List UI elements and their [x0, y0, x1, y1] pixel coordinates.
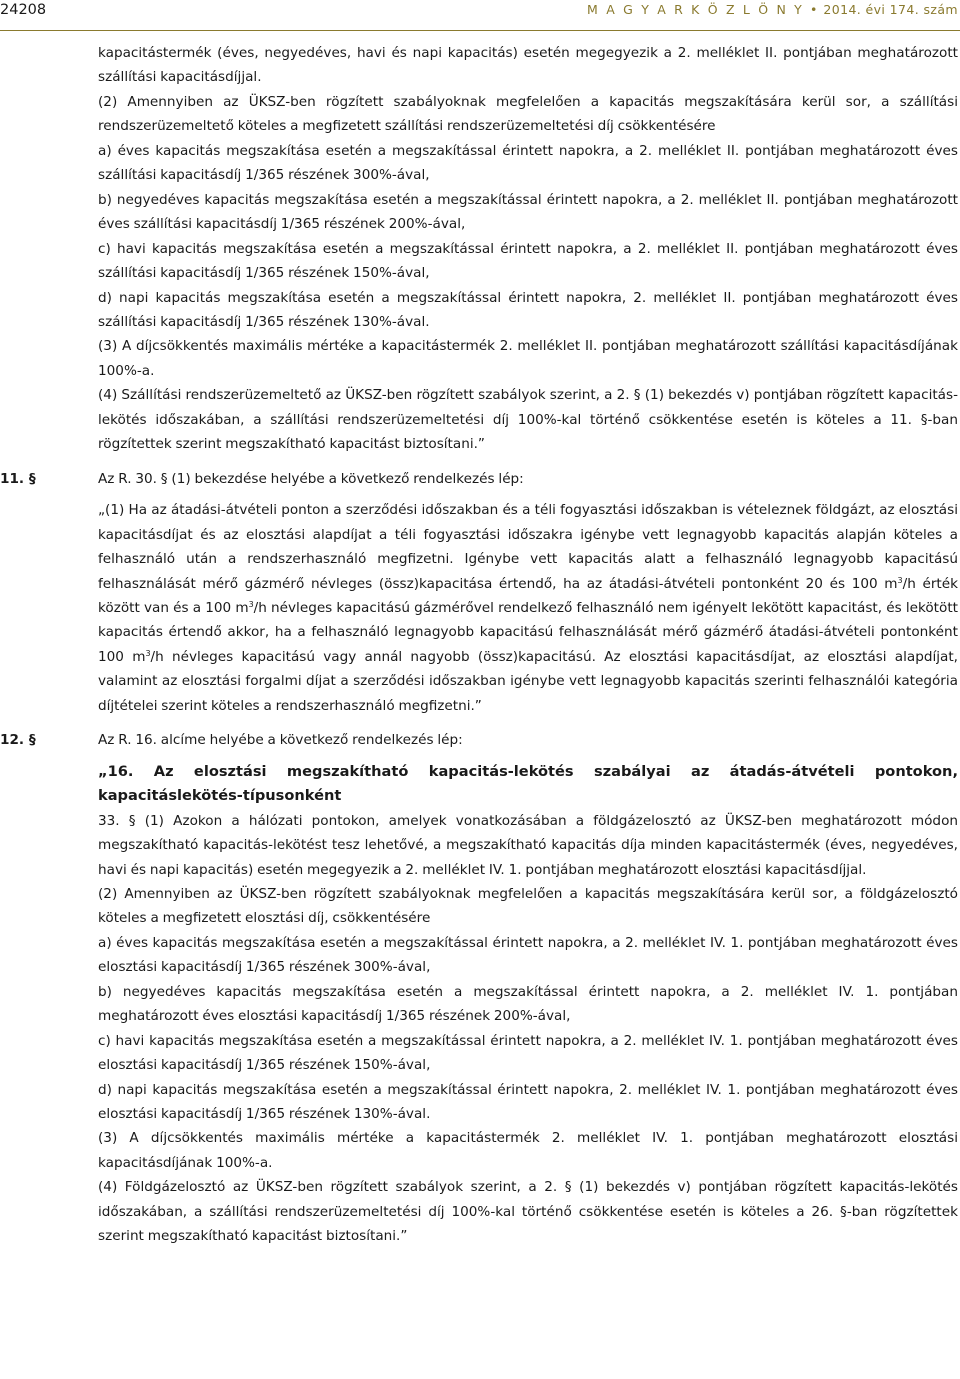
spacer	[98, 753, 958, 760]
spacer	[98, 491, 958, 498]
section-33-paragraph-3: (3) A díjcsökkentés maximális mértéke a kapacitástermék 2. melléklet IV. 1. pontjában meghatározott elosztási kapacitásdíjának 100%-a.	[98, 1130, 958, 1171]
prev-point-b: b) negyedéves kapacitás megszakítása esetén a megszakítással érintett napokra, a 2. melléklet II. pontjában meghatározott éves szállítási kapacitásdíj 1/365 részének 200%-ával,	[98, 191, 958, 233]
section-11-number: 11. §	[0, 470, 36, 487]
page-number: 24208	[0, 2, 47, 18]
page-body	[0, 41, 960, 1249]
section-11-text-part: /h névleges kapacitású gázmérővel rendelkező felhasználó nem igényelt lekötött kapacitást, és lekötött kapacitás értendő akkor, ha a felhasználó legnagyobb kapacitású felhasználását mérő gázmérő átadási-átvételi pontonként 100 m	[98, 599, 958, 665]
prev-point-c: c) havi kapacitás megszakítása esetén a megszakítással érintett napokra, a 2. melléklet II. pontjában meghatározott éves szállítási kapacitásdíj 1/365 részének 150%-ával,	[98, 240, 958, 282]
subtitle-16: „16. Az elosztási megszakítható kapacitás-lekötés szabályai az átadás-átvételi pontokon, kapacitáslekötés-típusonként	[98, 762, 958, 805]
section-33-point-c: c) havi kapacitás megszakítása esetén a megszakítással érintett napokra, a 2. melléklet IV. 1. pontjában meghatározott éves elosztási kapacitásdíj 1/365 részének 150%-ával,	[98, 1032, 958, 1074]
superscript: 3	[145, 648, 151, 658]
prev-paragraph-1: kapacitástermék (éves, negyedéves, havi és napi kapacitás) esetén megegyezik a 2. melléklet II. pontjában meghatározott szállítási kapacitásdíjjal.	[98, 45, 958, 86]
section-33-paragraph-4: (4) Földgázelosztó az ÜKSZ-ben rögzített szabályok szerint, a 2. § (1) bekezdés v) pontjában rögzített kapacitás-lekötés időszakában, a szállítási rendszerüzemeltetési díj 100%-kal történő csökkentése esetén is köteles a 26. §-ban rögzítettek szerint megszakítható kapacitást biztosítani.”	[98, 1179, 958, 1245]
issue-number: 2014. évi 174. szám	[823, 2, 958, 17]
section-33-point-b: b) negyedéves kapacitás megszakítása esetén a megszakítással érintett napokra, a 2. melléklet IV. 1. pontjában meghatározott éves elosztási kapacitásdíj 1/365 részének 200%-ával,	[98, 983, 958, 1025]
section-11-text-part: /h névleges kapacitású vagy annál nagyobb (össz)kapacitású. Az elosztási kapacitásdíjat, az elosztási alapdíjat, valamint az elosztási forgalmi díjat a szerződési időszakban igénybe vett legnagyobb kapacitás szerinti felhasználói kategória díjtételei szerint köteles a rendszerhasználó megfizetni.”	[98, 648, 958, 714]
section-12-number: 12. §	[0, 732, 36, 749]
section-33-paragraph-1: 33. § (1) Azokon a hálózati pontokon, amelyek vonatkozásában a földgázelosztó az ÜKSZ-ben meghatározott módon megszakítható kapacitás-lekötést tesz lehetővé, a megszakítható kapacitás díja minden kapacitástermék (éves, negyedéves, havi és napi kapacitás) esetén megegyezik a 2. melléklet IV. 1. pontjában meghatározott elosztási kapacitásdíjjal.	[98, 812, 958, 878]
prev-point-d: d) napi kapacitás megszakítása esetén a megszakítással érintett napokra, 2. melléklet II. pontjában meghatározott éves szállítási kapacitásdíj 1/365 részének 130%-ával.	[98, 289, 958, 330]
spacer	[0, 457, 960, 467]
section-12-intro: Az R. 16. alcíme helyébe a következő rendelkezés lép:	[98, 732, 463, 749]
header-rule	[0, 30, 960, 31]
title-separator: •	[810, 2, 818, 17]
running-title	[587, 2, 958, 17]
section-11	[0, 467, 958, 719]
section-33-point-d: d) napi kapacitás megszakítása esetén a megszakítással érintett napokra, 2. melléklet IV. 1. pontjában meghatározott éves elosztási kapacitásdíj 1/365 részének 130%-ával.	[98, 1081, 958, 1123]
prev-paragraph-4: (4) Szállítási rendszerüzemeltető az ÜKSZ-ben rögzített szabályok szerint, a 2. § (1) bekezdés v) pontjában rögzített kapacitás-lekötés időszakában, a szállítási rendszerüzemeltetési díj 100%-kal történő csökkentése esetén is köteles a 11. §-ban rögzítettek szerint megszakítható kapacitást biztosítani.”	[98, 387, 958, 453]
section-33-paragraph-2: (2) Amennyiben az ÜKSZ-ben rögzített szabályoknak megfelelően a kapacitás megszakítására kerül sor, a földgázelosztó köteles a megfizetett elosztási díj, csökkentésére	[98, 885, 958, 927]
prev-point-a: a) éves kapacitás megszakítása esetén a megszakítással érintett napokra, a 2. melléklet II. pontjában meghatározott éves szállítási kapacitásdíj 1/365 részének 300%-ával,	[98, 142, 958, 184]
section-33-point-a: a) éves kapacitás megszakítása esetén a megszakítással érintett napokra, a 2. melléklet IV. 1. pontjában meghatározott éves elosztási kapacitásdíj 1/365 részének 300%-ával,	[98, 934, 958, 976]
section-11-text-part: /h érték között van és a 100 m	[98, 575, 958, 616]
superscript: 3	[248, 599, 254, 609]
prev-paragraph-2: (2) Amennyiben az ÜKSZ-ben rögzített szabályoknak megfelelően a kapacitás megszakítására kerül sor, a szállítási rendszerüzemeltető köteles a megfizetett szállítási rendszerüzemeltetési díj csökkentésére	[98, 93, 958, 135]
superscript: 3	[897, 575, 903, 585]
section-12	[0, 728, 958, 1249]
page-header	[0, 0, 960, 30]
publication-name: M A G Y A R K Ö Z L Ö N Y	[587, 2, 805, 17]
prev-paragraph-3: (3) A díjcsökkentés maximális mértéke a kapacitástermék 2. melléklet II. pontjában meghatározott szállítási kapacitásdíjának 100%-a.	[98, 338, 958, 379]
spacer	[0, 718, 960, 728]
section-11-intro: Az R. 30. § (1) bekezdése helyébe a következő rendelkezés lép:	[98, 470, 524, 487]
section-11-text	[98, 498, 958, 718]
section-11-text-part: „(1) Ha az átadási-átvételi ponton a szerződési időszakban és a téli fogyasztási időszakban is vételeznek földgázt, az elosztási kapacitásdíjat és az elosztási alapdíjat a téli fogyasztási időszakra igénybe vett legnagyobb kapacitás alapján köteles a felhasználó után a rendszerhasználó megfizetni. Igénybe vett kapacitás alatt a felhasználó legnagyobb kapacitású felhasználását mérő gázmérő névleges (össz)kapacitása értendő, ha az átadási-átvételi pontonként 20 és 100 m	[98, 502, 958, 592]
